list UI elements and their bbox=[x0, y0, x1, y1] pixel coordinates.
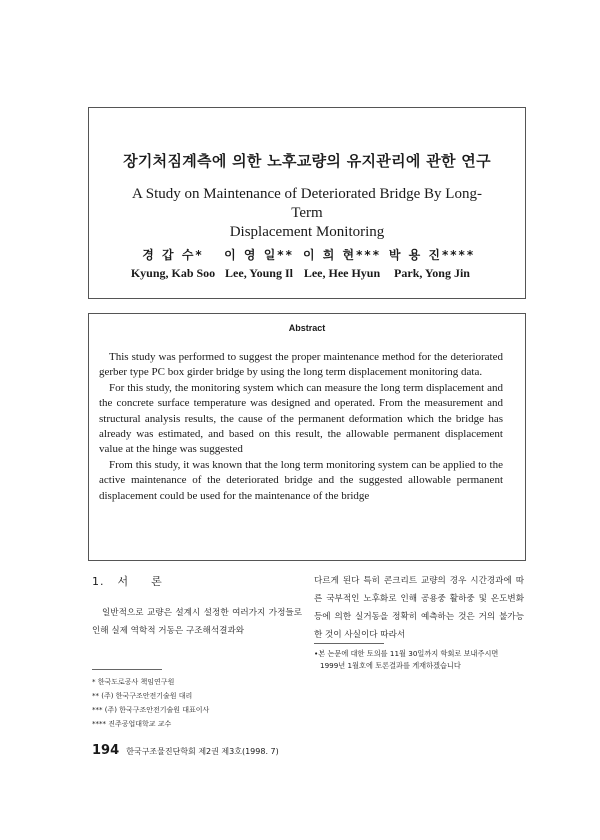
page-folio bbox=[92, 739, 279, 758]
abstract-paragraph: This study was performed to suggest the proper maintenance method for the deteriorated gerber type PC box girder bridge by using the long term displacement monitoring data. bbox=[99, 351, 503, 379]
author-name-korean: 박 용 진**** bbox=[388, 248, 476, 262]
section-title-part: 서 bbox=[117, 575, 130, 588]
paper-title-english-line1: A Study on Maintenance of Deteriorated Bridge By Long-Term bbox=[132, 186, 482, 221]
footnote-line: •본 논문에 대한 토의를 11월 30일까지 학회로 보내주시면 bbox=[314, 649, 499, 658]
section-title-part: 론 bbox=[151, 575, 163, 588]
footnote-item: ** (주) 한국구조안전기술원 대리 bbox=[92, 692, 193, 700]
footnote-item: *** (주) 한국구조안전기술원 대표이사 bbox=[92, 706, 210, 714]
paper-title-english-line2: Displacement Monitoring bbox=[229, 224, 385, 240]
author-name-korean: 이 영 일** bbox=[224, 248, 294, 262]
discussion-footnote bbox=[314, 648, 526, 672]
author-name-korean: 이 희 현*** bbox=[303, 248, 381, 262]
body-text-left-column: 일반적으로 교량은 설계시 설정한 여러가지 가정들로 인해 실제 역학적 거동은 구조해석결과와 bbox=[92, 608, 302, 636]
section-number: 1. bbox=[92, 575, 105, 588]
author-name-english: Lee, Young Il bbox=[225, 266, 293, 280]
author-name-english: Park, Yong Jin bbox=[394, 266, 470, 280]
footnote-divider bbox=[314, 643, 384, 644]
abstract-paragraph: For this study, the monitoring system which can measure the long term displacement and the concrete surface temperature was designed and operated. From the measurement and structural analysis results, the cause of the permanent deformation which the bridge has already was estimated, and based on this result, the allowable permanent displacement value at the hinge was suggested bbox=[99, 381, 503, 456]
paper-title-english bbox=[120, 185, 494, 242]
body-text-right-column: 다르게 된다 특히 콘크리트 교량의 경우 시간경과에 따른 국부적인 노후화로 인해 공용중 활하중 및 온도변화등에 의한 실거동을 정확히 예측하는 것은 거의 불가능한 것이 사실이다 따라서 bbox=[314, 576, 524, 640]
author-4 bbox=[377, 246, 487, 281]
abstract-paragraph: From this study, it was known that the long term monitoring system can be applied to the active maintenance of the deteriorated bridge and the suggested allowable permanent displacement could be used for the maintenance of the bridge bbox=[99, 458, 503, 502]
footnote-divider bbox=[92, 669, 162, 670]
section-heading bbox=[92, 573, 163, 589]
author-affiliation-footnotes bbox=[92, 675, 312, 731]
abstract-heading: Abstract bbox=[288, 323, 326, 333]
author-name-english: Kyung, Kab Soo bbox=[130, 266, 216, 280]
footnote-item: **** 진주공업대학교 교수 bbox=[92, 720, 172, 728]
author-name-english: Lee, Hee Hyun bbox=[303, 266, 381, 280]
author-name-korean: 경 갑 수* bbox=[142, 248, 204, 262]
footnote-line: 1999년 1월호에 토론결과를 게재하겠습니다 bbox=[320, 661, 461, 670]
paper-title-korean: 장기처짐계측에 의한 노후교량의 유지관리에 관한 연구 bbox=[123, 152, 491, 170]
footnote-item: * 한국도로공사 책임연구원 bbox=[92, 678, 175, 686]
abstract-body bbox=[99, 350, 503, 504]
journal-citation: 한국구조물진단학회 제2권 제3호(1998. 7) bbox=[126, 747, 279, 756]
page-number: 194 bbox=[92, 743, 120, 758]
